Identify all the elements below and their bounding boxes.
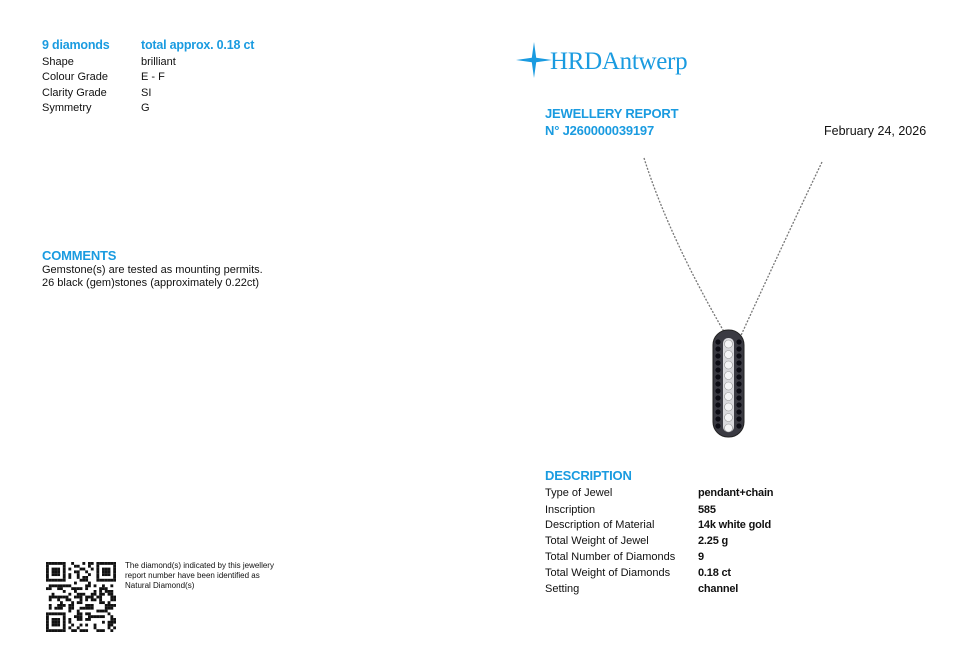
stone-row-value: SI xyxy=(141,87,152,99)
qr-statement-line: The diamond(s) indicated by this jewellery xyxy=(125,561,274,570)
black-stone xyxy=(715,374,720,379)
black-stone xyxy=(715,402,720,407)
black-stone xyxy=(736,416,741,421)
description-row-value: 14k white gold xyxy=(698,519,771,531)
description-row-value: 0.18 ct xyxy=(698,567,731,579)
comment-line: 26 black (gem)stones (approximately 0.22ct) xyxy=(42,277,260,289)
black-stone xyxy=(736,367,741,372)
report-title: JEWELLERY REPORT xyxy=(545,106,679,121)
black-stone xyxy=(736,423,741,428)
qr-statement-line: Natural Diamond(s) xyxy=(125,581,195,590)
black-stone xyxy=(736,360,741,365)
report-date: February 24, 2026 xyxy=(824,124,927,138)
description-row-label: Setting xyxy=(545,583,580,595)
black-stone xyxy=(715,395,720,400)
diamond-stone xyxy=(725,361,733,369)
black-stone xyxy=(715,346,720,351)
description-title: DESCRIPTION xyxy=(545,468,632,483)
qr-code xyxy=(46,562,116,632)
black-stone xyxy=(736,402,741,407)
description-row-value: 9 xyxy=(698,551,704,563)
comments-title: COMMENTS xyxy=(42,248,117,263)
black-stone xyxy=(715,360,720,365)
diamond-stone xyxy=(725,351,733,359)
stone-row-label: Colour Grade xyxy=(42,71,109,83)
description-row-value: channel xyxy=(698,583,739,595)
report-number: N° J260000039197 xyxy=(545,123,654,138)
diamond-stone xyxy=(725,414,733,422)
stone-row-value: G xyxy=(141,102,150,114)
stone-row-value: brilliant xyxy=(141,56,176,68)
black-stone xyxy=(715,388,720,393)
brand-logo xyxy=(550,48,687,76)
black-stone xyxy=(736,388,741,393)
stone-row-label: Clarity Grade xyxy=(42,87,107,99)
jewel-photo xyxy=(630,150,830,450)
diamond-total-weight: total approx. 0.18 ct xyxy=(141,38,255,52)
description-row-value: pendant+chain xyxy=(698,487,774,499)
black-stone xyxy=(736,374,741,379)
brand-logo-antwerp: Antwerp xyxy=(601,48,688,75)
stone-row-label: Symmetry xyxy=(42,102,92,114)
diamond-stone xyxy=(725,340,733,348)
star-logo-icon xyxy=(516,42,552,78)
qr-code-graphic xyxy=(46,562,116,632)
black-stone xyxy=(715,423,720,428)
black-stone xyxy=(736,381,741,386)
black-stone xyxy=(736,353,741,358)
diamond-count: 9 diamonds xyxy=(42,38,110,52)
black-stone xyxy=(736,395,741,400)
black-stone xyxy=(736,409,741,414)
stone-row-value: E - F xyxy=(141,71,165,83)
diamond-stone xyxy=(725,393,733,401)
diamond-stone xyxy=(725,382,733,390)
description-row-label: Type of Jewel xyxy=(545,487,613,499)
black-stone xyxy=(736,339,741,344)
comment-line: Gemstone(s) are tested as mounting permits. xyxy=(42,264,263,276)
black-stone xyxy=(715,353,720,358)
description-row-label: Description of Material xyxy=(545,519,655,531)
qr-statement-line: report number have been identified as xyxy=(125,571,260,580)
description-row-label: Inscription xyxy=(545,504,596,516)
diamond-stone xyxy=(725,424,733,432)
black-stone xyxy=(736,346,741,351)
description-row-label: Total Weight of Jewel xyxy=(545,535,649,547)
black-stone xyxy=(715,409,720,414)
diamond-stone xyxy=(725,403,733,411)
description-row-value: 585 xyxy=(698,504,716,516)
description-row-label: Total Number of Diamonds xyxy=(545,551,676,563)
brand-logo-hrd: HRD xyxy=(550,48,602,75)
black-stone xyxy=(715,367,720,372)
black-stone xyxy=(715,416,720,421)
black-stone xyxy=(715,381,720,386)
diamond-stone xyxy=(725,372,733,380)
description-row-value: 2.25 g xyxy=(698,535,728,547)
black-stone xyxy=(715,339,720,344)
description-row-label: Total Weight of Diamonds xyxy=(545,567,671,579)
stone-row-label: Shape xyxy=(42,56,74,68)
